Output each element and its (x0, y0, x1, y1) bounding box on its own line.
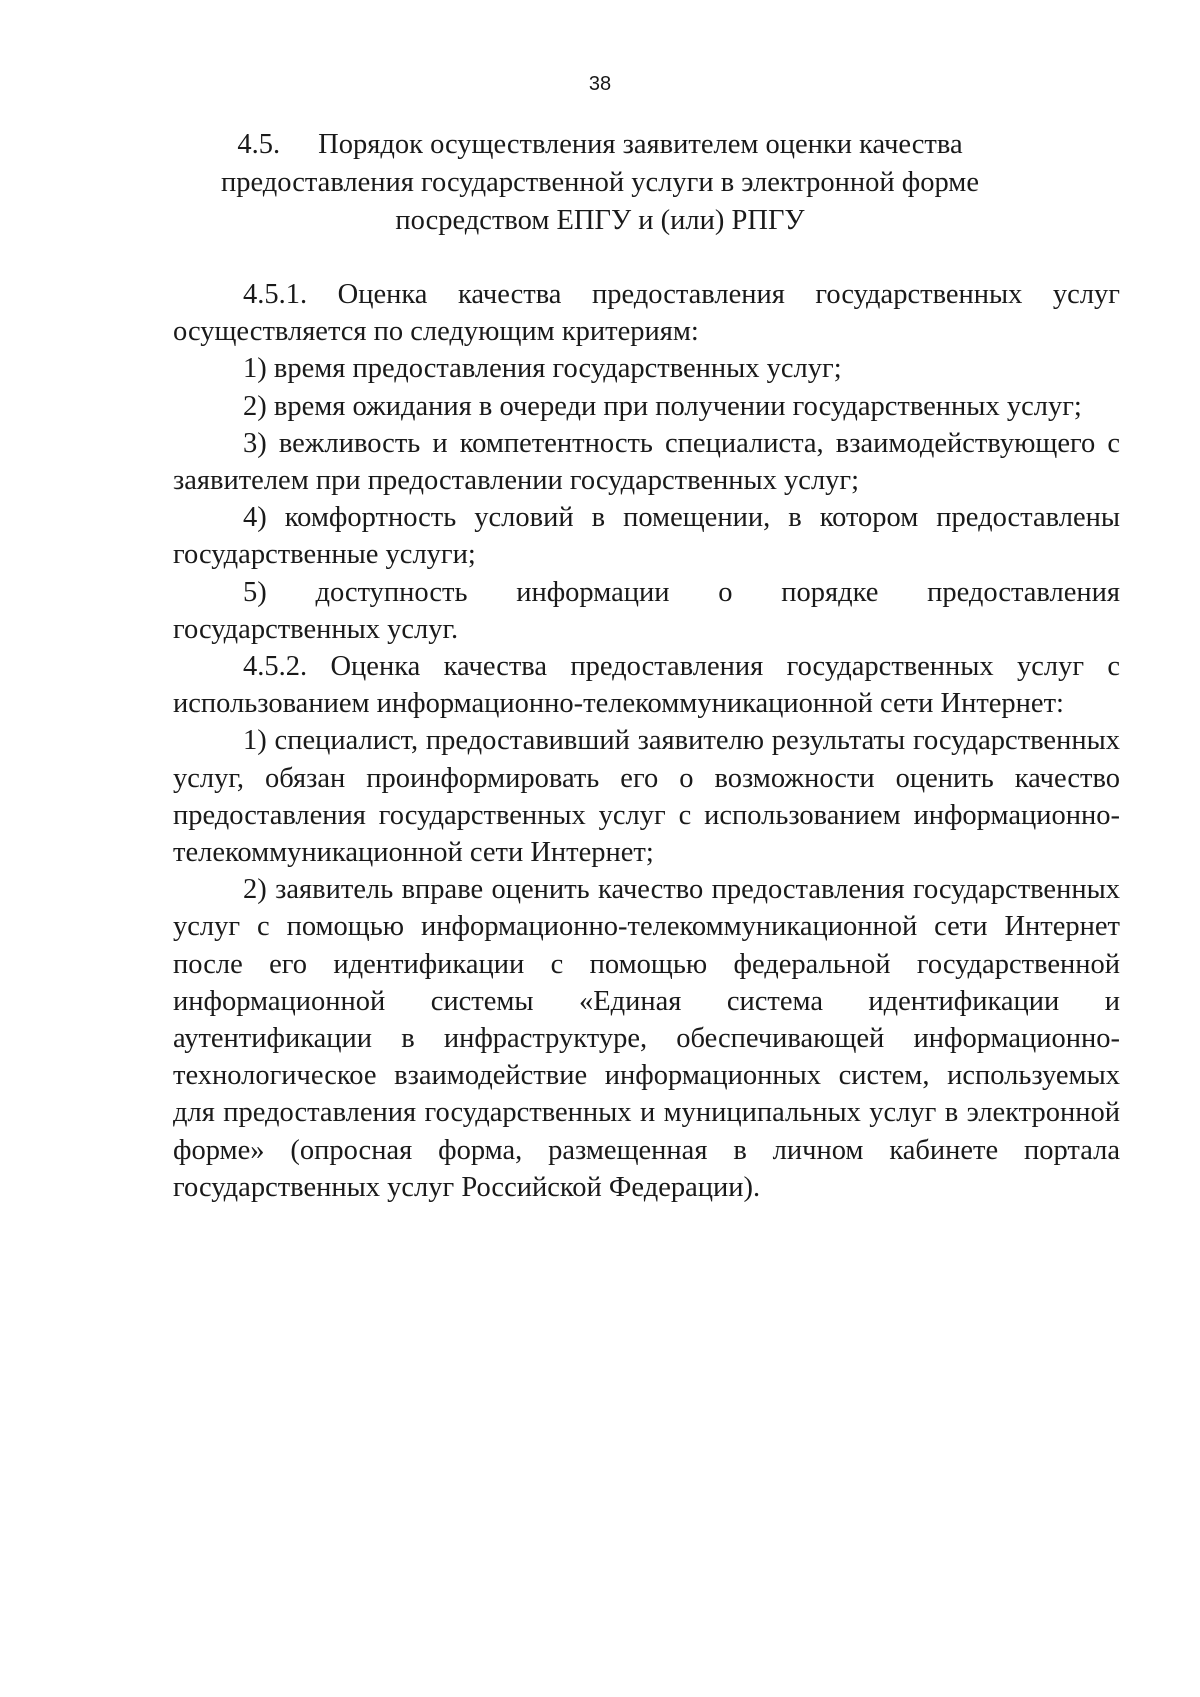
criterion-2: 2) время ожидания в очереди при получении государственных услуг; (243, 390, 1082, 422)
criterion-3: 3) вежливость и компетентность специалиста, взаимодействующего с заявителем при предоставлении государственных услуг; (173, 427, 1120, 497)
page-number: 38 (588, 73, 612, 95)
internet-item-2: 2) заявитель вправе оценить качество предоставления государственных услуг с помощью информационно-телекоммуникационной сети Интернет после его идентификации с помощью федеральной государственной информационной системы «Единая система идентификации и аутентификации в инфраструктуре, обеспечивающей информационно-технологическое взаимодействие информационных систем, используемых для предоставления государственных и муниципальных услуг в электронной форме» (опросная форма, размещенная в личном кабинете портала государственных услуг Российской Федерации). (173, 874, 1120, 1203)
section-heading (200, 126, 1000, 240)
criterion-4: 4) комфортность условий в помещении, в котором предоставлены государственные услуги; (173, 502, 1120, 571)
document-body (173, 276, 1120, 1206)
paragraph-4-5-1: 4.5.1. Оценка качества предоставления государственных услуг осуществляется по следующим критериям: (173, 279, 1120, 348)
internet-item-1: 1) специалист, предоставивший заявителю результаты государственных услуг, обязан проинформировать его о возможности оценить качество предоставления государственных услуг с использованием информационно-телекоммуникационной сети Интернет; (173, 725, 1120, 869)
criterion-5: 5) доступность информации о порядке предоставления государственных услуг. (173, 576, 1120, 645)
section-title-part-2: предоставления государственной услуги в электронной форме (220, 167, 979, 198)
section-heading-line-1 (200, 126, 1000, 164)
paragraph-4-5-2: 4.5.2. Оценка качества предоставления государственных услуг с использованием информационно-телекоммуникационной сети Интернет: (173, 651, 1120, 720)
section-number: 4.5. (237, 129, 281, 160)
section-title-part-3: посредством ЕПГУ и (или) РПГУ (395, 205, 805, 236)
section-title-part-1: Порядок осуществления заявителем оценки качества (318, 129, 963, 160)
criterion-1: 1) время предоставления государственных услуг; (243, 353, 842, 385)
